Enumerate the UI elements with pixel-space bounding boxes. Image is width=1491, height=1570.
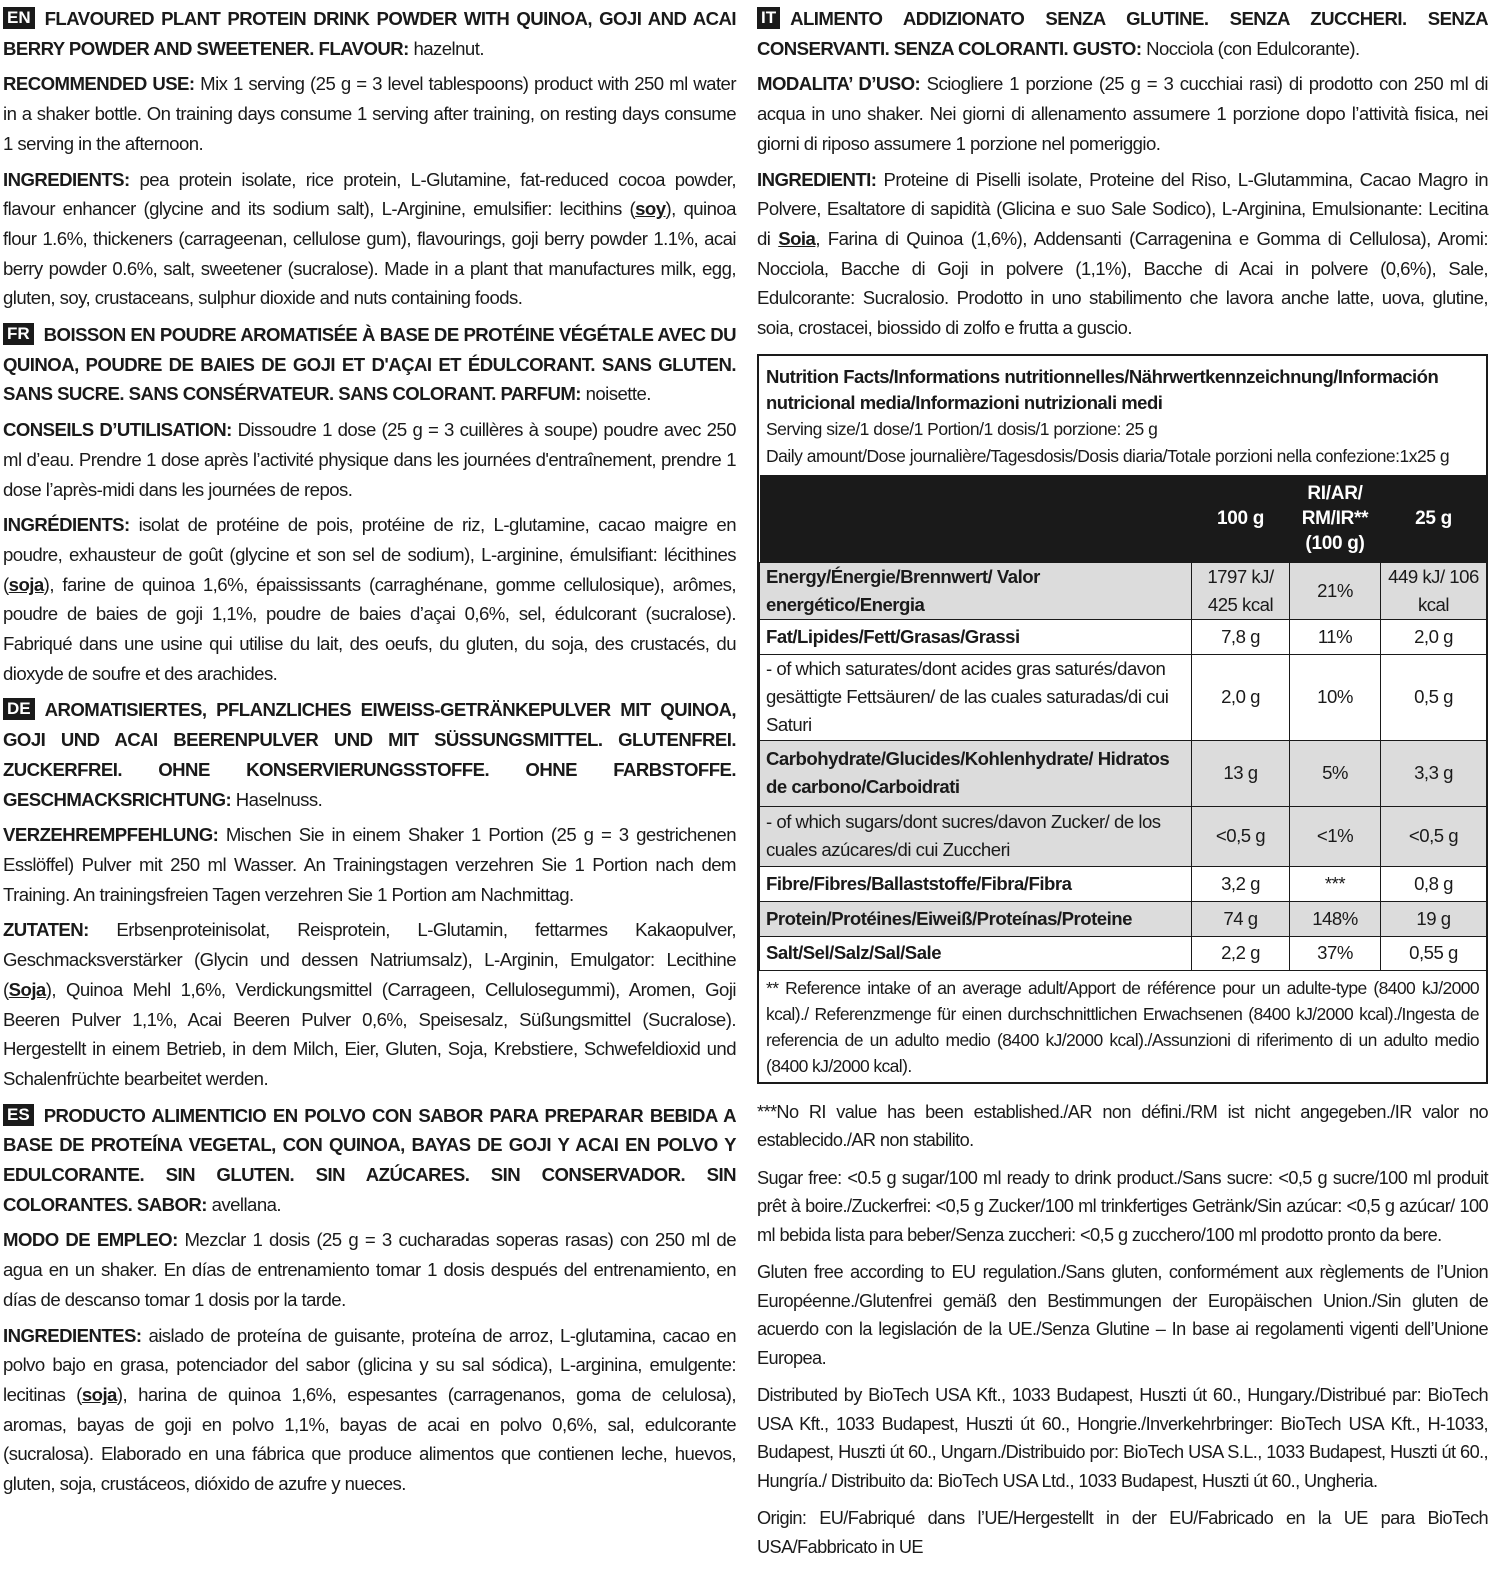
- ingredients-text-fr-2: ), farine de quinoa 1,6%, épaississants (carraghénane, gomme cellulosique), arômes, poudre de baies de goji 1,1%, poudre de baies d’açai 0,6%, sel, édulcorant (sucralose). Fabriqué dans une usine qui utilise du lait, des oeufs, du gluten, du soja, des crustacés, du dioxyde de soufre et des arachides.: [3, 573, 736, 684]
- use-text-it: Sciogliere 1 porzione (25 g = 3 cucchiai rasi) di prodotto con 250 ml di acqua in uno shaker. Nei giorni di allenamento assumere 1 porzione dopo l’attività fisica, nei giorni di riposo assumere 1 porzione nel pomeriggio.: [757, 73, 1488, 154]
- value-25g: 3,3 g: [1381, 740, 1487, 806]
- allergen-en: soy: [635, 198, 666, 220]
- ingredients-label-es: INGREDIENTES:: [3, 1324, 142, 1346]
- ingredients-text-en-2: ), quinoa flour 1.6%, thickeners (carrageenan, cellulose gum), flavourings, goji berry powder 1.1%, acai berry powder 0.6%, salt, sweetener (sucralose). Made in a plant that manufactures milk, egg, gluten, soy, crustaceans, sulphur dioxide and nuts containing foods.: [3, 198, 736, 309]
- ingredients-text-it-2: , Farina di Quinoa (1,6%), Addensanti (Carragenina e Gomma di Cellulosa), Aromi: Nocciola, Bacche di Goji in polvere (1,1%), Bacche di Acai in polvere (0,6%), Sale, Edulcorante: Sucralosio. Prodotto in uno stabilimento che lavora anche latte, uova, glutine, soia, crostacei, biossido di zolfo e frutta a guscio.: [757, 227, 1488, 339]
- allergen-de: Soja: [8, 978, 46, 1000]
- heading-fr: BOISSON EN POUDRE AROMATISÉE À BASE DE PROTÉINE VÉGÉTALE AVEC DU QUINOA, POUDRE DE BAIES DE GOJI ET D'AÇAI ET ÉDULCORANT. SANS GLUTEN. SANS SUCRE. SANS CONSÉRVATEUR. SANS COLORANT. PARFUM:: [3, 324, 736, 405]
- row-sugars: [760, 806, 1487, 866]
- nutrient-name: Carbohydrate/Glucides/Kohlenhydrate/ Hidratos de carbono/Carboidrati: [760, 740, 1192, 806]
- allergen-es: soja: [81, 1383, 117, 1405]
- section-en: [3, 4, 736, 313]
- distributor-note: Distributed by BioTech USA Kft., 1033 Budapest, Huszti út 60., Hungary./Distribué par: BioTech USA Kft., 1033 Budapest, Huszti út 60., Hongrie./Inverkehrbringer: BioTech USA Kft., H-1033, Budapest, Huszti út 60., Ungarn./Distribuido por: BioTech USA S.L., 1033 Budapest, Huszti út 60., Hungría./ Distribuito da: BioTech USA Ltd., 1033 Budapest, Huszti út 60., Ungheria.: [757, 1385, 1488, 1491]
- value-100g: 2,0 g: [1192, 654, 1290, 740]
- use-label-it: MODALITA’ D’USO:: [757, 73, 921, 95]
- ingredients-label-fr: INGRÉDIENTS:: [3, 514, 130, 536]
- value-25g: 2,0 g: [1381, 619, 1487, 654]
- value-ri: 5%: [1290, 740, 1381, 806]
- heading-en: FLAVOURED PLANT PROTEIN DRINK POWDER WITH QUINOA, GOJI AND ACAI BERRY POWDER AND SWEETENER. FLAVOUR:: [3, 8, 736, 59]
- flavour-es: avellana.: [211, 1193, 282, 1215]
- ingredients-text-de: Erbsenproteinisolat, Reisprotein, L-Glutamin, fettarmes Kakaopulver, Geschmacksverstärker (Glycin und dessen Natriumsalz), L-Arginin, Emulgator: Lecithine (: [3, 919, 737, 1000]
- header-ri: RI/AR/ RM/IR** (100 g): [1290, 475, 1381, 563]
- value-100g: 3,2 g: [1192, 866, 1290, 901]
- value-100g: 13 g: [1192, 740, 1290, 806]
- ingredients-label-it: INGREDIENTI:: [757, 168, 877, 190]
- value-ri: 10%: [1290, 654, 1381, 740]
- flavour-it: Nocciola (con Edulcorante).: [1146, 37, 1360, 59]
- daily-amount: Daily amount/Dose journalière/Tagesdosis/Dosis diaria/Totale porzioni nella confezione:1x25 g: [766, 445, 1450, 466]
- lang-tag-it: IT: [757, 7, 780, 29]
- allergen-fr: soja: [8, 573, 44, 595]
- row-carbohydrate: [760, 740, 1487, 806]
- nutrition-header: [759, 356, 1486, 475]
- row-fat: [760, 619, 1487, 654]
- value-ri: 37%: [1290, 936, 1381, 970]
- ingredients-text-es-2: ), harina de quinoa 1,6%, espesantes (carragenanos, goma de celulosa), aromas, bayas de goji en polvo 1,1%, bayas de acai en polvo 0,6%, sal, edulcorante (sucralosa). Elaborado en una fábrica que produce alimentos que contienen leche, huevos, gluten, soja, crustáceos, dióxido de azufre y nueces.: [3, 1383, 737, 1495]
- row-fibre: [760, 866, 1487, 901]
- section-it: [757, 4, 1488, 343]
- nutrient-name: - of which saturates/dont acides gras saturés/davon gesättigte Fettsäuren/ de las cuales saturadas/di cui Saturi: [760, 654, 1192, 740]
- use-label-es: MODO DE EMPLEO:: [3, 1229, 178, 1251]
- heading-de: AROMATISIERTES, PFLANZLICHES EIWEISS-GETRÄNKEPULVER MIT QUINOA, GOJI UND ACAI BEERENPULVER UND MIT SÜSSUNGSMITTEL. GLUTENFREI. ZUCKERFREI. OHNE KONSERVIERUNGSSTOFFE. OHNE FARBSTOFFE. GESCHMACKSRICHTUNG:: [3, 699, 736, 810]
- heading-it: ALIMENTO ADDIZIONATO SENZA GLUTINE. SENZA ZUCCHERI. SENZA CONSERVANTI. SENZA COLORANTI. GUSTO:: [757, 8, 1488, 59]
- value-ri: <1%: [1290, 806, 1381, 866]
- row-protein: [760, 901, 1487, 936]
- value-25g: 19 g: [1381, 901, 1487, 936]
- nutrient-name: Salt/Sel/Salz/Sal/Sale: [760, 936, 1192, 970]
- heading-es: PRODUCTO ALIMENTICIO EN POLVO CON SABOR PARA PREPARAR BEBIDA A BASE DE PROTEÍNA VEGETAL, CON QUINOA, BAYAS DE GOJI Y ACAI EN POLVO Y EDULCORANTE. SIN GLUTEN. SIN AZÚCARES. SIN CONSERVADOR. SIN COLORANTES. SABOR:: [3, 1104, 736, 1215]
- value-ri: ***: [1290, 866, 1381, 901]
- value-25g: 0,5 g: [1381, 654, 1487, 740]
- allergen-it: Soia: [778, 227, 816, 249]
- nutrient-name: Energy/Énergie/Brennwert/ Valor energético/Energia: [760, 562, 1192, 619]
- header-blank: [760, 475, 1192, 563]
- nutrition-title: Nutrition Facts/Informations nutritionnelles/Nährwertkennzeichnung/Información nutricional media/Informazioni nutrizionali medi: [766, 365, 1439, 413]
- row-energy: [760, 562, 1487, 619]
- value-100g: 1797 kJ/ 425 kcal: [1192, 562, 1290, 619]
- use-text-fr: Dissoudre 1 dose (25 g = 3 cuillères à soupe) poudre avec 250 ml d’eau. Prendre 1 dose après l’activité physique dans les journées d'entraînement, prendre 1 dose l’après-midi dans les journées de repos.: [3, 419, 736, 500]
- value-100g: 74 g: [1192, 901, 1290, 936]
- flavour-de: Haselnuss.: [235, 788, 323, 810]
- lang-tag-fr: FR: [3, 323, 34, 345]
- reference-intake-footnote: ** Reference intake of an average adult/Apport de référence pour un adulte-type (8400 kJ/2000 kcal)./ Referenzmenge für einen durchschnittlichen Erwachsenen (8400 kJ/2000 kcal)./Ingesta de referencia de un adulto medio (8400 kJ/2000 kcal)./Assunzioni di riferimento di un adulto medio (8400 kJ/2000 kcal).: [766, 977, 1479, 1076]
- value-25g: 449 kJ/ 106 kcal: [1381, 562, 1487, 619]
- row-saturates: [760, 654, 1487, 740]
- sugar-free-note: Sugar free: <0.5 g sugar/100 ml ready to drink product./Sans sucre: <0,5 g sucre/100 ml produit prêt à boire./Zuckerfrei: <0,5 g Zucker/100 ml trinkfertiges Getränk/Sin azúcar: <0,5 g azúcar/ 100 ml bebida lista para beber/Senza zuccheri: <0,5 g zucchero/100 ml prodotto pronto da bere.: [757, 1167, 1488, 1245]
- lang-tag-es: ES: [3, 1104, 34, 1126]
- value-100g: 7,8 g: [1192, 619, 1290, 654]
- lang-tag-de: DE: [3, 698, 35, 720]
- ingredients-text-fr: isolat de protéine de pois, protéine de riz, L-glutamine, cacao maigre en poudre, exhausteur de goût (glycine et son sel de sodium), L-arginine, émulsifiant: lécithines (: [3, 514, 737, 595]
- right-column: [757, 4, 1488, 1570]
- section-de: [3, 695, 736, 1093]
- section-fr: [3, 320, 736, 688]
- flavour-fr: noisette.: [585, 383, 651, 405]
- ingredients-label-en: INGREDIENTS:: [3, 168, 130, 190]
- value-100g: 2,2 g: [1192, 936, 1290, 970]
- lang-tag-en: EN: [3, 7, 35, 29]
- ingredients-text-it: Proteine di Piselli isolate, Proteine del Riso, L-Glutammina, Cacao Magro in Polvere, Esaltatore di sapidità (Glicina e suo Sale Sodico), L-Arginina, Emulsionante: Lecitina di: [757, 168, 1488, 249]
- origin-note: Origin: EU/Fabriqué dans l’UE/Hergestellt in der EU/Fabricado en la UE para BioTech USA/Fabbricato in UE: [757, 1508, 1488, 1557]
- nutrition-facts-panel: [757, 354, 1488, 1084]
- nutrient-name: Protein/Protéines/Eiweiß/Proteínas/Proteine: [760, 901, 1192, 936]
- use-label-fr: CONSEILS D’UTILISATION:: [3, 419, 232, 441]
- value-ri: 21%: [1290, 562, 1381, 619]
- header-100g: 100 g: [1192, 475, 1290, 563]
- value-25g: 0,55 g: [1381, 936, 1487, 970]
- serving-size: Serving size/1 dose/1 Portion/1 dosis/1 porzione: 25 g: [766, 418, 1158, 439]
- label-notes: [757, 1098, 1488, 1562]
- use-label-en: RECOMMENDED USE:: [3, 73, 195, 95]
- value-25g: 0,8 g: [1381, 866, 1487, 901]
- use-text-es: Mezclar 1 dosis (25 g = 3 cucharadas soperas rasas) con 250 ml de agua en un shaker. En días de entrenamiento tomar 1 dosis después del entrenamiento, en días de descanso tomar 1 dosis por la tarde.: [3, 1229, 736, 1310]
- no-ri-note: ***No RI value has been established./AR non défini./RM ist nicht angegeben./IR valor no establecido./AR non stabilito.: [757, 1101, 1488, 1151]
- nutrient-name: - of which sugars/dont sucres/davon Zucker/ de los cuales azúcares/di cui Zuccheri: [760, 806, 1192, 866]
- ingredients-text-en: pea protein isolate, rice protein, L-Glutamine, fat-reduced cocoa powder, flavour enhancer (glycine and its sodium salt), L-Arginine, emulsifier: lecithins (: [3, 168, 737, 220]
- nutrient-name: Fibre/Fibres/Ballaststoffe/Fibra/Fibra: [760, 866, 1192, 901]
- value-ri: 148%: [1290, 901, 1381, 936]
- value-25g: <0,5 g: [1381, 806, 1487, 866]
- nutrient-name: Fat/Lipides/Fett/Grasas/Grassi: [760, 619, 1192, 654]
- nutrition-table: [759, 475, 1487, 971]
- flavour-en: hazelnut.: [413, 37, 484, 59]
- ingredients-text-es: aislado de proteína de guisante, proteína de arroz, L-glutamina, cacao en polvo bajo en grasa, potenciador del sabor (glicina y su sal sódica), L-arginina, emulgente: lecitinas (: [3, 1324, 736, 1405]
- row-salt: [760, 936, 1487, 970]
- value-ri: 11%: [1290, 619, 1381, 654]
- value-100g: <0,5 g: [1192, 806, 1290, 866]
- use-text-de: Mischen Sie in einem Shaker 1 Portion (25 g = 3 gestrichenen Esslöffel) Pulver mit 250 ml Wasser. An Trainingstagen verzehren Sie 1 Portion nach dem Training. An trainingsfreien Tagen verzehren Sie 1 Portion am Nachmittag.: [3, 824, 736, 905]
- ingredients-text-de-2: ), Quinoa Mehl 1,6%, Verdickungsmittel (Carrageen, Cellulosegummi), Aromen, Goji Beeren Pulver 1,1%, Acai Beeren Pulver 0,6%, Speisesalz, Süßungsmittel (Sucralose). Hergestellt in einem Betrieb, in dem Milch, Eier, Gluten, Soja, Krebstiere, Schwefeldioxid und Schalenfrüchte bearbeitet werden.: [3, 978, 736, 1089]
- left-column: [3, 4, 736, 1506]
- nutrition-table-header: [760, 475, 1487, 563]
- gluten-free-note: Gluten free according to EU regulation./Sans gluten, conformément aux règlements de l’Union Européenne./Glutenfrei gemäß den Bestimmungen der Europäischen Union./Sin gluten de acuerdo con la legislación de la UE./Senza Glutine – In base ai regolamenti vigenti dell’Unione Europea.: [757, 1262, 1488, 1368]
- use-text-en: Mix 1 serving (25 g = 3 level tablespoons) product with 250 ml water in a shaker bottle. On training days consume 1 serving after training, on resting days consume 1 serving in the afternoon.: [3, 73, 736, 154]
- header-25g: 25 g: [1381, 475, 1487, 563]
- section-es: [3, 1101, 736, 1499]
- ingredients-label-de: ZUTATEN:: [3, 919, 89, 941]
- use-label-de: VERZEHREMPFEHLUNG:: [3, 824, 219, 846]
